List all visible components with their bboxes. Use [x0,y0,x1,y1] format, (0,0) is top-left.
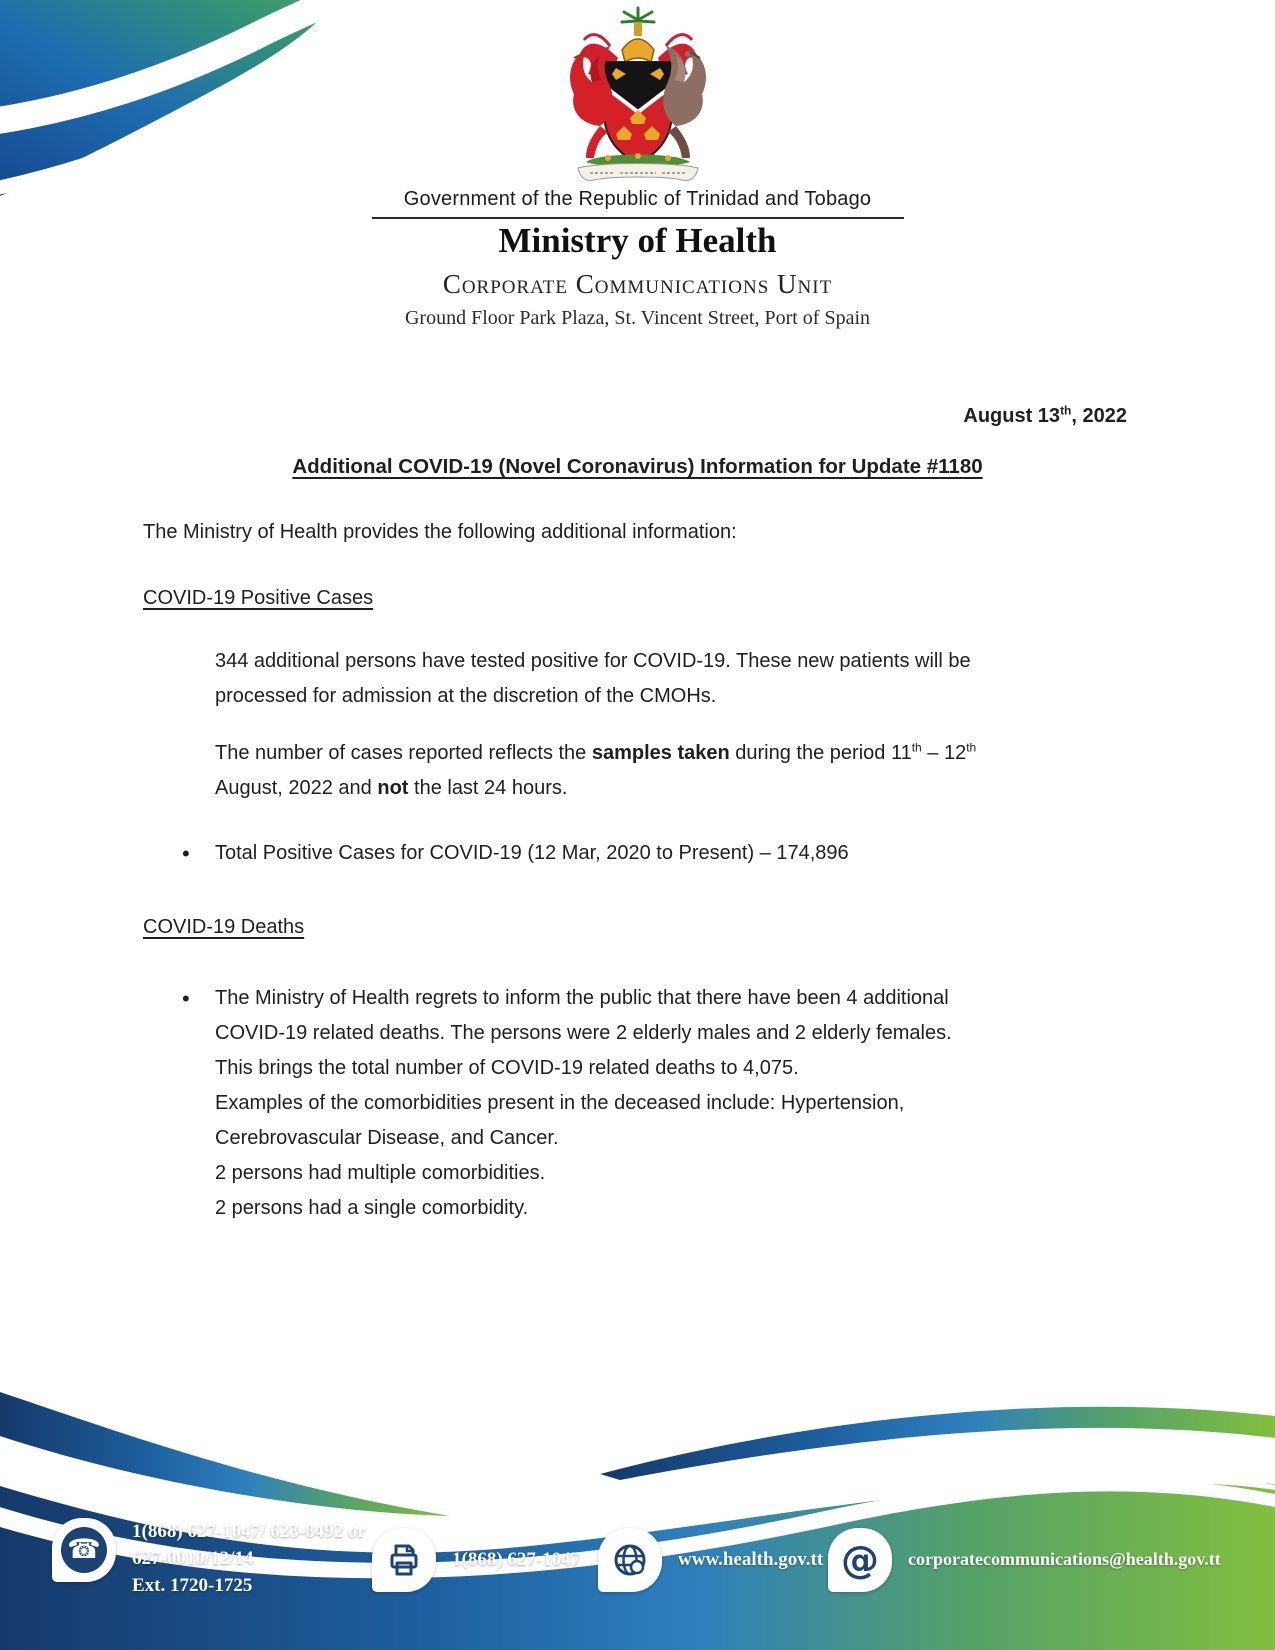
unit-name: Corporate Communications Unit [442,269,833,299]
email-line: corporatecommunications@health.gov.tt [908,1549,1221,1569]
text-segment: during the period 11 [729,742,912,764]
bold-segment: samples taken [591,742,730,764]
deaths-bullet [180,981,1140,1226]
text-segment: the last 24 hours. [408,777,568,799]
positive-cases-paragraph-1 [215,644,1145,714]
website-url [678,1546,823,1573]
deaths-heading: COVID-19 Deaths [143,916,305,938]
date-superscript: th [1060,403,1072,418]
bullet-line: • Total Positive Cases for COVID-19 (12 Mar, 2020 to Present) – 174,896 [180,836,1140,871]
bullet-line: Cerebrovascular Disease, and Cancer. [215,1127,559,1149]
bullet-line: • The Ministry of Health regrets to inform the public that there have been 4 additional [180,981,1140,1016]
coat-of-arms [530,6,746,191]
bullet-line: Examples of the comorbidities present in the deceased include: Hypertension, [215,1092,905,1114]
paragraph-line [215,771,1145,806]
date-prefix: August 13 [963,405,1061,427]
date-suffix: , 2022 [1071,405,1127,427]
paragraph-line [215,736,1145,771]
email-address [908,1546,1221,1573]
bold-segment: not [377,777,409,799]
bullet-line: This brings the total number of COVID-19 related deaths to 4,075. [215,1057,799,1079]
address-line: Ground Floor Park Plaza, St. Vincent Street, Port of Spain [404,307,871,329]
contact-website [598,1528,823,1592]
bullet-line: COVID-19 related deaths. The persons were 2 elderly males and 2 elderly females. [215,1022,952,1044]
globe-icon [598,1528,662,1592]
at-icon: @ [828,1528,892,1592]
superscript-segment: th [911,740,922,755]
document-title: Additional COVID-19 (Novel Coronavirus) Information for Update #1180 [292,455,983,478]
government-line: Government of the Republic of Trinidad and Tobago [403,188,872,210]
intro-paragraph: The Ministry of Health provides the following additional information: [143,521,737,543]
phone-line: 1(868) 627-1047/ 623-8492 or [132,1521,366,1542]
positive-cases-paragraph-2 [215,736,1145,806]
contact-phone [52,1518,366,1599]
text-segment: August, 2022 and [215,777,378,799]
ministry-name: Ministry of Health [498,221,777,260]
phone-icon: ☎ [52,1518,116,1582]
paragraph-line: processed for admission at the discretion of the CMOHs. [215,685,717,707]
bullet-line: 2 persons had multiple comorbidities. [215,1162,546,1184]
phone-numbers [132,1518,366,1599]
phone-line: Ext. 1720-1725 [132,1575,253,1596]
footer-wave-decoration [0,1378,1275,1650]
bullet-line: 2 persons had a single comorbidity. [215,1197,529,1219]
paragraph-line: 344 additional persons have tested positive for COVID-19. These new patients will be [215,650,971,672]
footer-band [0,1378,1275,1650]
text-segment: – 12 [921,742,967,764]
superscript-segment: th [966,740,977,755]
fax-line: 1(868) 627-1047 [452,1549,581,1570]
date-line [963,405,1127,428]
text-segment: The number of cases reported reflects the [215,742,592,764]
contact-email [828,1528,1221,1592]
total-positive-cases-bullet [180,836,1140,871]
printer-icon [372,1528,436,1592]
phone-line: 627-0010/12/14 [132,1548,254,1569]
positive-cases-heading: COVID-19 Positive Cases [143,587,374,609]
header-rule [372,217,904,219]
fax-number [452,1546,580,1573]
website-line: www.health.gov.tt [678,1549,824,1570]
contact-fax [372,1528,580,1592]
palm-crest [622,8,654,22]
